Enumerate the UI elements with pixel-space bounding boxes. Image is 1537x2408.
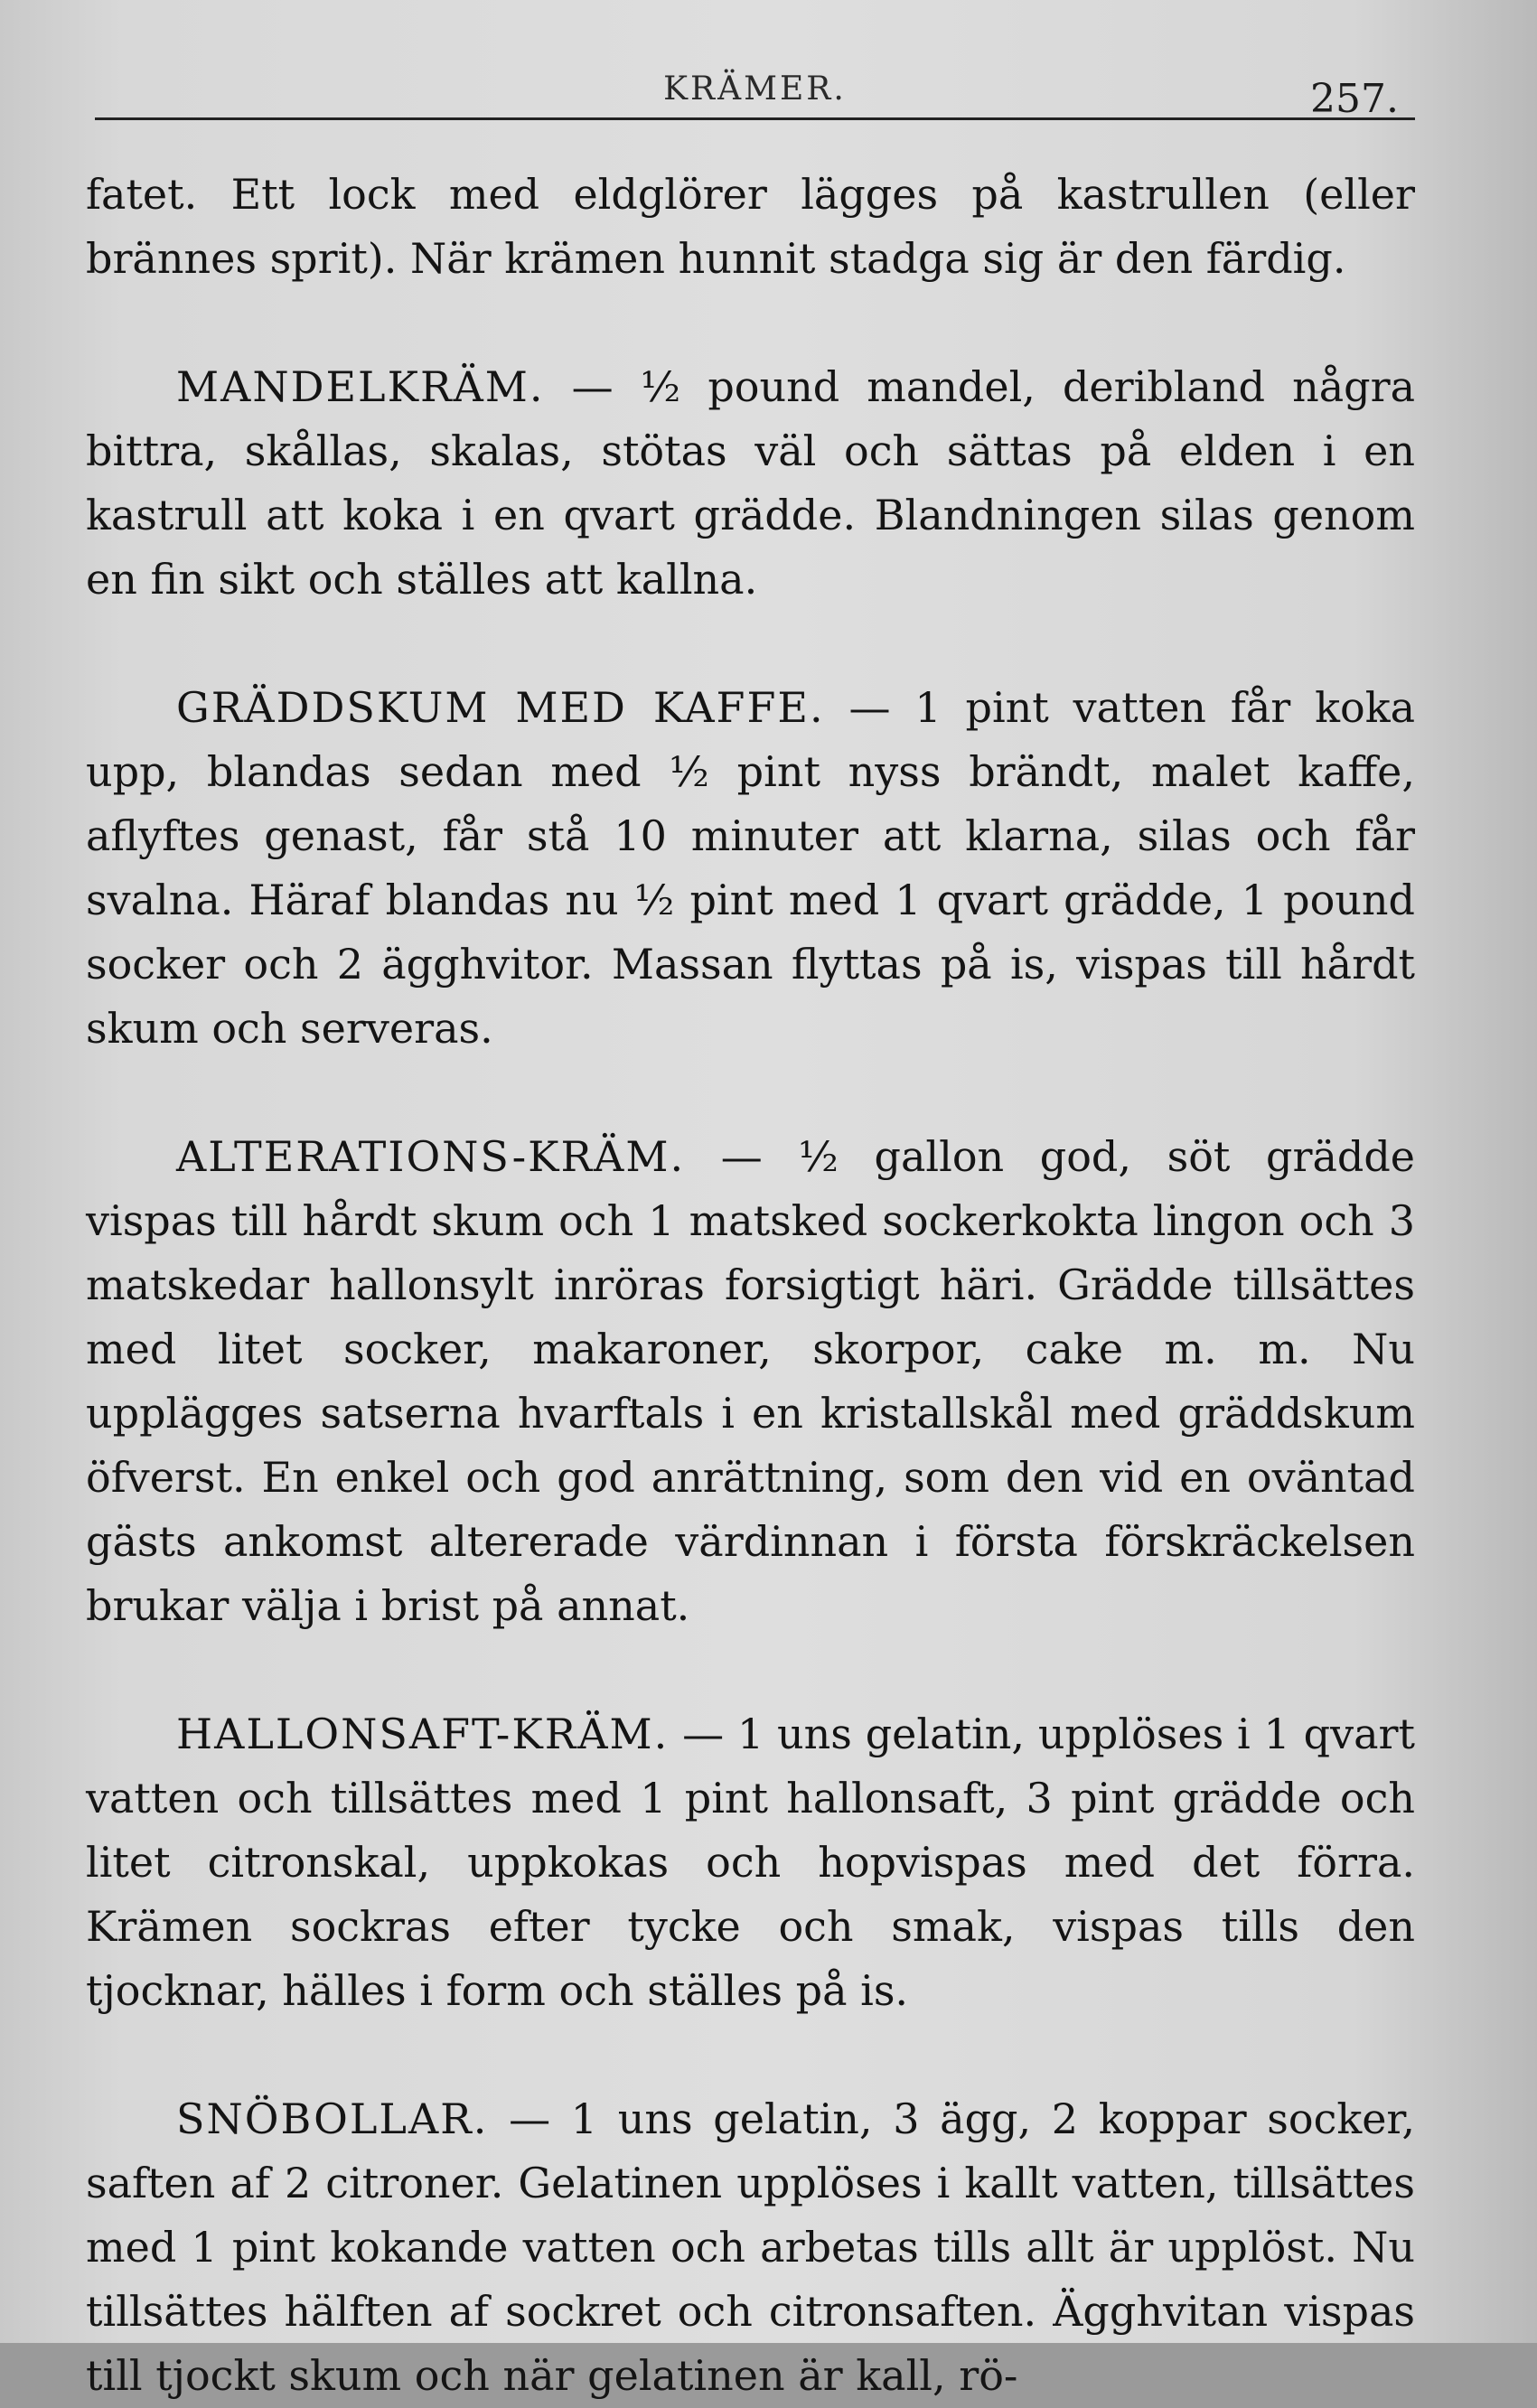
recipe-text: — ½ pound mandel, deribland några bittra, skållas, skalas, stötas väl och sättas på elden i en kastrull att koka i en qvart grädde. Blandningen silas genom en fin sikt och ställes att kallna. xyxy=(86,362,1415,604)
recipe-hallonsaft-kram xyxy=(86,1702,1415,2023)
recipe-alterations-kram xyxy=(86,1125,1415,1638)
body-text xyxy=(86,163,1415,2408)
recipe-heading: MANDELKRÄM. xyxy=(176,362,545,411)
recipe-text: — 1 pint vatten får koka upp, blandas sedan med ½ pint nyss brändt, malet kaffe, aflyftes genast, får stå 10 minuter att klarna, silas och får svalna. Häraf blandas nu ½ pint med 1 qvart grädde, 1 pound socker och 2 ägghvitor. Massan flyttas på is, vispas till hårdt skum och serveras. xyxy=(86,683,1416,1053)
recipe-snobollar xyxy=(86,2087,1415,2408)
paragraph-text: fatet. Ett lock med eldglörer lägges på kastrullen (eller brännes sprit). När krämen hunnit stadga sig är den färdig. xyxy=(86,170,1415,283)
recipe-text: — 1 uns gelatin, upplöses i 1 qvart vatten och tillsättes med 1 pint hallonsaft, 3 pint grädde och litet citronskal, uppkokas och hopvispas med det förra. Krämen sockras efter tycke och smak, vispas tills den tjocknar, hälles i form och ställes på is. xyxy=(86,1710,1415,2015)
recipe-text: — 1 uns gelatin, 3 ägg, 2 koppar socker, saften af 2 citroner. Gelatinen upplöses i kallt vatten, tillsättes med 1 pint kokande vatten och arbetas tills allt är upplöst. Nu tillsättes hälften af sockret och citronsaften. Ägghvitan vispas till tjockt skum och när gelatinen är kall, rö- xyxy=(86,2094,1415,2400)
running-title: KRÄMER. xyxy=(663,70,847,108)
recipe-text: — ½ gallon god, söt grädde vispas till hårdt skum och 1 matsked sockerkokta lingon och 3 matskedar hallonsylt inröras forsigtigt häri. Grädde tillsättes med litet socker, makaroner, skorpor, cake m. m. Nu upplägges satserna hvarftals i en kristallskål med gräddskum öfverst. En enkel och god anrättning, som den vid en oväntad gästs ankomst altererade värdinnan i första förskräckelsen brukar välja i brist på annat. xyxy=(86,1132,1415,1630)
recipe-mandelkram xyxy=(86,355,1415,612)
recipe-heading: SNÖBOLLAR. xyxy=(176,2094,489,2143)
page-header xyxy=(95,63,1415,120)
recipe-graddskum-med-kaffe xyxy=(86,676,1415,1061)
recipe-heading: HALLONSAFT-KRÄM. xyxy=(176,1710,670,1758)
page-number: 257. xyxy=(1310,76,1399,122)
recipe-heading: GRÄDDSKUM MED KAFFE. xyxy=(176,683,825,732)
paragraph-continuation xyxy=(86,163,1415,291)
recipe-heading: ALTERATIONS-KRÄM. xyxy=(176,1132,686,1181)
